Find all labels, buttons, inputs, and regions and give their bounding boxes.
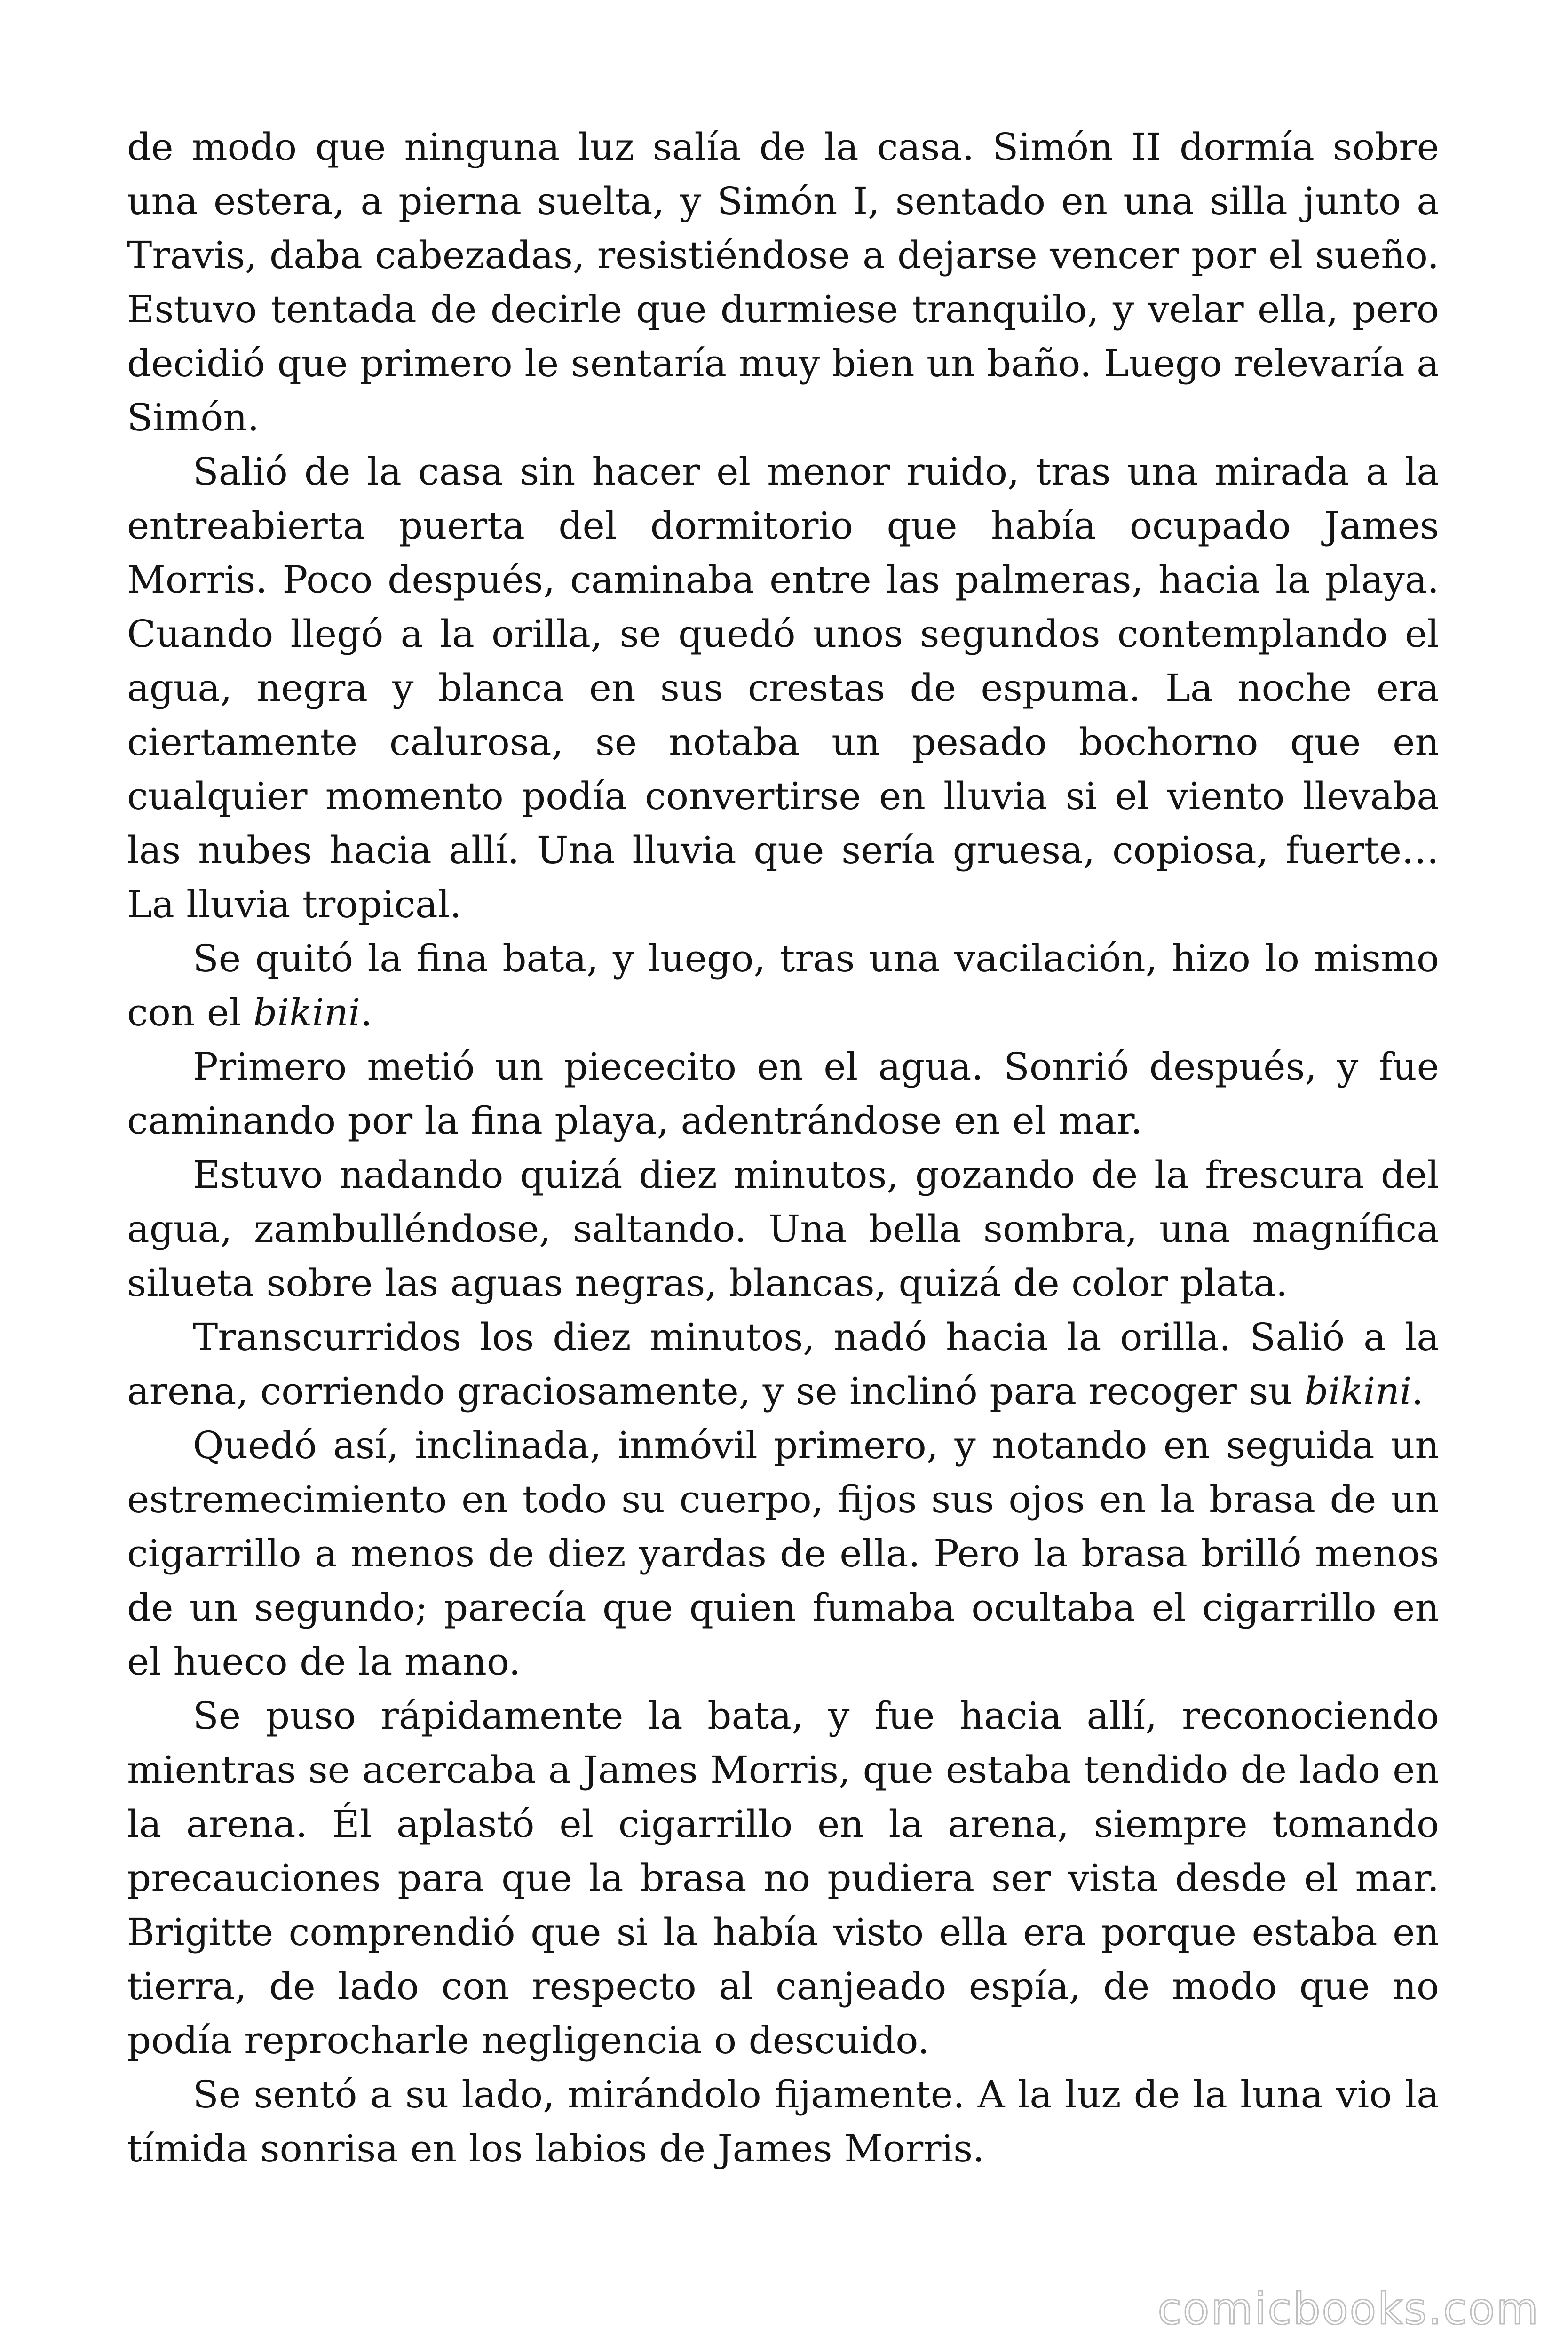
- paragraph: [127, 2067, 1439, 2176]
- paragraph-text: .: [360, 991, 372, 1034]
- italic-word: bikini: [253, 991, 361, 1034]
- paragraph-text: Quedó así, inclinada, inmóvil primero, y notando en seguida un estremecimiento en todo su cuerpo, fijos sus ojos en la brasa de un cigarrillo a menos de diez yardas de ella. Pero la brasa brilló menos de un segundo; parecía que quien fumaba ocultaba el cigarrillo en el hueco de la mano.: [127, 1423, 1439, 1684]
- paragraph: [127, 120, 1439, 445]
- paragraph: [127, 931, 1439, 1040]
- paragraph-text: Primero metió un piececito en el agua. Sonrió después, y fue caminando por la fina playa, adentrándose en el mar.: [127, 1045, 1439, 1143]
- paragraph-text: Se puso rápidamente la bata, y fue hacia allí, reconociendo mientras se acercaba a James Morris, que estaba tendido de lado en la arena. Él aplastó el cigarrillo en la arena, siempre tomando precauciones para que la brasa no pudiera ser vista desde el mar. Brigitte comprendió que si la había visto ella era porque estaba en tierra, de lado con respecto al canjeado espía, de modo que no podía reprocharle negligencia o descuido.: [127, 1694, 1439, 2062]
- paragraph-text: .: [1411, 1369, 1424, 1413]
- paragraph: [127, 1418, 1439, 1689]
- paragraph-text: Estuvo nadando quizá diez minutos, gozando de la frescura del agua, zambulléndose, saltando. Una bella sombra, una magnífica silueta sobre las aguas negras, blancas, quizá de color plata.: [127, 1153, 1439, 1305]
- paragraph-text: Salió de la casa sin hacer el menor ruido, tras una mirada a la entreabierta puerta del dormitorio que había ocupado James Morris. Poco después, caminaba entre las palmeras, hacia la playa. Cuando llegó a la orilla, se quedó unos segundos contemplando el agua, negra y blanca en sus crestas de espuma. La noche era ciertamente calurosa, se notaba un pesado bochorno que en cualquier momento podía convertirse en lluvia si el viento llevaba las nubes hacia allí. Una lluvia que sería gruesa, copiosa, fuerte… La lluvia tropical.: [127, 450, 1439, 926]
- paragraph: [127, 445, 1439, 931]
- paragraph: [127, 1689, 1439, 2067]
- paragraph: [127, 1310, 1439, 1418]
- paragraph-text: Transcurridos los diez minutos, nadó hacia la orilla. Salió a la arena, corriendo graciosamente, y se inclinó para recoger su: [127, 1315, 1439, 1413]
- page-body: [127, 120, 1439, 2176]
- watermark: comicbooks.com: [1157, 2284, 1540, 2334]
- paragraph: [127, 1040, 1439, 1148]
- paragraph-text: Se quitó la fina bata, y luego, tras una vacilación, hizo lo mismo con el: [127, 937, 1439, 1034]
- paragraph-text: de modo que ninguna luz salía de la casa. Simón II dormía sobre una estera, a pierna suelta, y Simón I, sentado en una silla junto a Travis, daba cabezadas, resistiéndose a dejarse vencer por el sueño. Estuvo tentada de decirle que durmiese tranquilo, y velar ella, pero decidió que primero le sentaría muy bien un baño. Luego relevaría a Simón.: [127, 125, 1439, 439]
- paragraph-text: Se sentó a su lado, mirándolo fijamente. A la luz de la luna vio la tímida sonrisa en los labios de James Morris.: [127, 2073, 1439, 2170]
- paragraph: [127, 1148, 1439, 1310]
- italic-word: bikini: [1304, 1369, 1412, 1413]
